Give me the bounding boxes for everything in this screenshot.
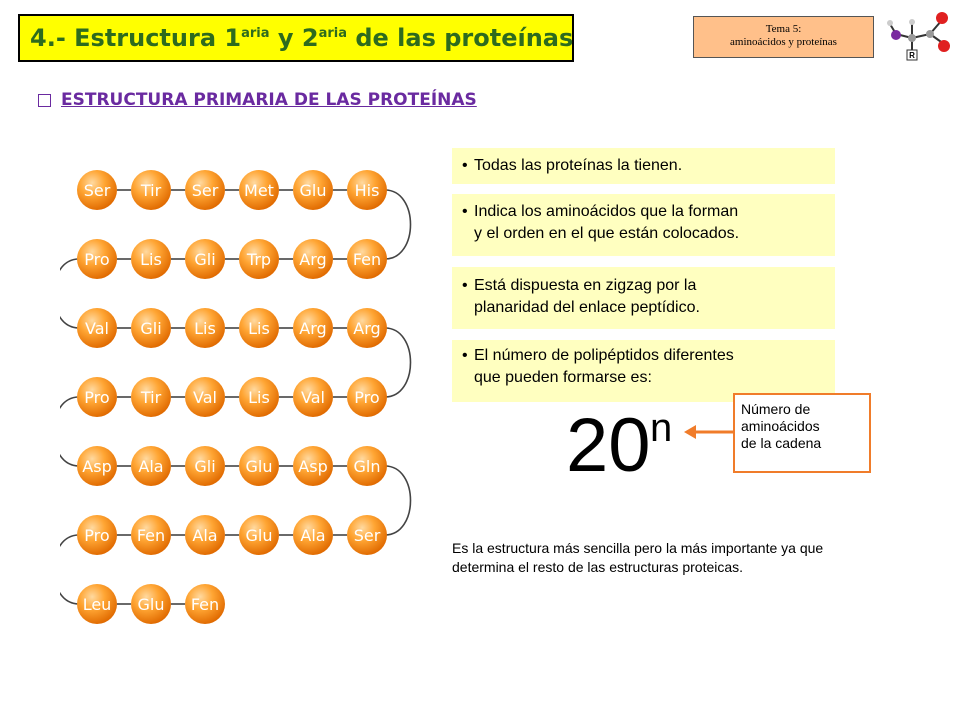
amino-acid-label: Fen bbox=[136, 526, 166, 545]
amino-acid-label: Arg bbox=[353, 319, 381, 338]
amino-acid-ball bbox=[77, 584, 117, 624]
amino-acid-label: Fen bbox=[190, 595, 220, 614]
info-box-1 bbox=[452, 148, 835, 184]
chain-turn-arc bbox=[60, 397, 79, 466]
title-box bbox=[18, 14, 574, 62]
amino-acid-ball bbox=[77, 308, 117, 348]
amino-acid-ball bbox=[239, 239, 279, 279]
info-text-4a: El número de polipéptidos diferentes bbox=[474, 347, 734, 364]
amino-acid-label: Ala bbox=[192, 526, 218, 545]
amino-acid-label: Lis bbox=[194, 319, 216, 338]
amino-acid-ball bbox=[131, 446, 171, 486]
chain-turn-arc bbox=[60, 259, 79, 328]
amino-acid-ball bbox=[77, 170, 117, 210]
amino-acid-label: Lis bbox=[248, 319, 270, 338]
amino-acid-ball bbox=[347, 446, 387, 486]
amino-acid-ball bbox=[185, 170, 225, 210]
bullet-mark: • bbox=[462, 157, 468, 174]
amino-acid-label: Gli bbox=[194, 250, 216, 269]
amino-acid-ball bbox=[239, 515, 279, 555]
amino-acid-ball bbox=[131, 377, 171, 417]
amino-acid-ball bbox=[77, 515, 117, 555]
amino-acid-label: Pro bbox=[84, 388, 110, 407]
info-text-2b: y el orden en el que están colocados. bbox=[474, 225, 740, 242]
amino-acid-label: Trp bbox=[246, 250, 272, 269]
amino-acid-ball bbox=[131, 308, 171, 348]
amino-acid-ball bbox=[131, 239, 171, 279]
checkbox-bullet-icon bbox=[38, 94, 51, 107]
amino-acid-label: Val bbox=[193, 388, 217, 407]
amino-acid-label: Tir bbox=[140, 181, 162, 200]
amino-acid-label: Val bbox=[85, 319, 109, 338]
note-line-2: aminoácidos bbox=[741, 418, 820, 434]
amino-acid-label: Ser bbox=[191, 181, 219, 200]
amino-acid-ball bbox=[131, 515, 171, 555]
amino-acid-label: Arg bbox=[299, 250, 327, 269]
amino-acid-ball bbox=[185, 446, 225, 486]
amino-acid-label: Pro bbox=[84, 250, 110, 269]
amino-acid-ball bbox=[239, 377, 279, 417]
amino-acid-ball bbox=[77, 446, 117, 486]
amino-acid-label: Leu bbox=[82, 595, 112, 614]
amino-acid-ball bbox=[293, 170, 333, 210]
amino-acid-label: Gli bbox=[140, 319, 162, 338]
tema-line-1: Tema 5: bbox=[765, 23, 802, 35]
formula-base: 20 bbox=[566, 403, 651, 488]
amino-acid-label: Ala bbox=[300, 526, 326, 545]
chain-turn-arc bbox=[385, 190, 411, 259]
amino-acid-ball bbox=[347, 308, 387, 348]
amino-acid-ball bbox=[293, 239, 333, 279]
amino-acid-ball bbox=[347, 377, 387, 417]
amino-acid-ball bbox=[347, 515, 387, 555]
bullet-mark: • bbox=[462, 277, 468, 294]
amino-acid-molecule-icon bbox=[882, 4, 954, 66]
amino-acid-label: Lis bbox=[140, 250, 162, 269]
amino-acid-label: Pro bbox=[354, 388, 380, 407]
amino-acid-ball bbox=[131, 584, 171, 624]
amino-acid-ball bbox=[185, 584, 225, 624]
amino-acid-label: Val bbox=[301, 388, 325, 407]
amino-acid-ball bbox=[77, 239, 117, 279]
amino-acid-label: Met bbox=[244, 181, 274, 200]
amino-acid-ball bbox=[77, 377, 117, 417]
amino-acid-ball bbox=[185, 239, 225, 279]
info-text-1: Todas las proteínas la tienen. bbox=[474, 157, 683, 174]
info-box-2 bbox=[452, 194, 835, 256]
amino-acid-ball bbox=[293, 308, 333, 348]
amino-acid-ball bbox=[185, 515, 225, 555]
note-box bbox=[733, 393, 871, 473]
amino-acid-ball bbox=[347, 170, 387, 210]
info-box-3 bbox=[452, 267, 835, 329]
info-text-3b: planaridad del enlace peptídico. bbox=[474, 299, 700, 316]
amino-acid-label: Gln bbox=[353, 457, 381, 476]
amino-acid-label: Ser bbox=[353, 526, 381, 545]
amino-acid-label: Glu bbox=[299, 181, 327, 200]
amino-acid-ball bbox=[185, 377, 225, 417]
info-text-4b: que pueden formarse es: bbox=[474, 369, 652, 386]
note-line-3: de la cadena bbox=[741, 435, 822, 451]
amino-acid-chain-diagram bbox=[60, 160, 420, 640]
svg-text:R: R bbox=[909, 51, 915, 60]
bullet-mark: • bbox=[462, 347, 468, 364]
tema-line-2: aminoácidos y proteínas bbox=[730, 36, 837, 48]
amino-acid-label: Glu bbox=[245, 526, 273, 545]
amino-acid-label: Glu bbox=[137, 595, 165, 614]
amino-acid-ball bbox=[239, 446, 279, 486]
amino-acid-ball bbox=[239, 308, 279, 348]
amino-acid-label: Fen bbox=[352, 250, 382, 269]
amino-acid-ball bbox=[239, 170, 279, 210]
amino-acid-label: Glu bbox=[245, 457, 273, 476]
bullet-mark: • bbox=[462, 203, 468, 220]
page-title: 4.- Estructura $1^{aria}$ y $2^{aria}$ de las proteínas bbox=[30, 24, 574, 52]
amino-acid-label: Ala bbox=[138, 457, 164, 476]
section-heading bbox=[38, 90, 477, 110]
amino-acid-label: Ser bbox=[83, 181, 111, 200]
note-line-1: Número de bbox=[741, 401, 811, 417]
amino-acid-label: Gli bbox=[194, 457, 216, 476]
tema-label bbox=[693, 16, 874, 58]
section-heading-text: ESTRUCTURA PRIMARIA DE LAS PROTEÍNAS bbox=[61, 90, 477, 110]
info-text-3a: Está dispuesta en zigzag por la bbox=[474, 277, 697, 294]
amino-acid-label: Asp bbox=[82, 457, 112, 476]
footer-text: Es la estructura más sencilla pero la más importante ya que determina el resto de las estructuras proteicas. bbox=[452, 540, 824, 575]
chain-turn-arc bbox=[385, 328, 411, 397]
formula-exponent: n bbox=[650, 406, 673, 450]
amino-acid-ball bbox=[293, 377, 333, 417]
chain-turn-arc bbox=[385, 466, 411, 535]
info-text-2a: Indica los aminoácidos que la forman bbox=[474, 203, 739, 220]
amino-acid-label: Asp bbox=[298, 457, 328, 476]
amino-acid-ball bbox=[131, 170, 171, 210]
amino-acid-label: Tir bbox=[140, 388, 162, 407]
chain-turn-arc bbox=[60, 535, 79, 604]
amino-acid-ball bbox=[185, 308, 225, 348]
amino-acid-label: Pro bbox=[84, 526, 110, 545]
amino-acid-ball bbox=[347, 239, 387, 279]
amino-acid-ball bbox=[293, 515, 333, 555]
amino-acid-label: Lis bbox=[248, 388, 270, 407]
amino-acid-label: Arg bbox=[299, 319, 327, 338]
amino-acid-label: His bbox=[354, 181, 380, 200]
amino-acid-ball bbox=[293, 446, 333, 486]
